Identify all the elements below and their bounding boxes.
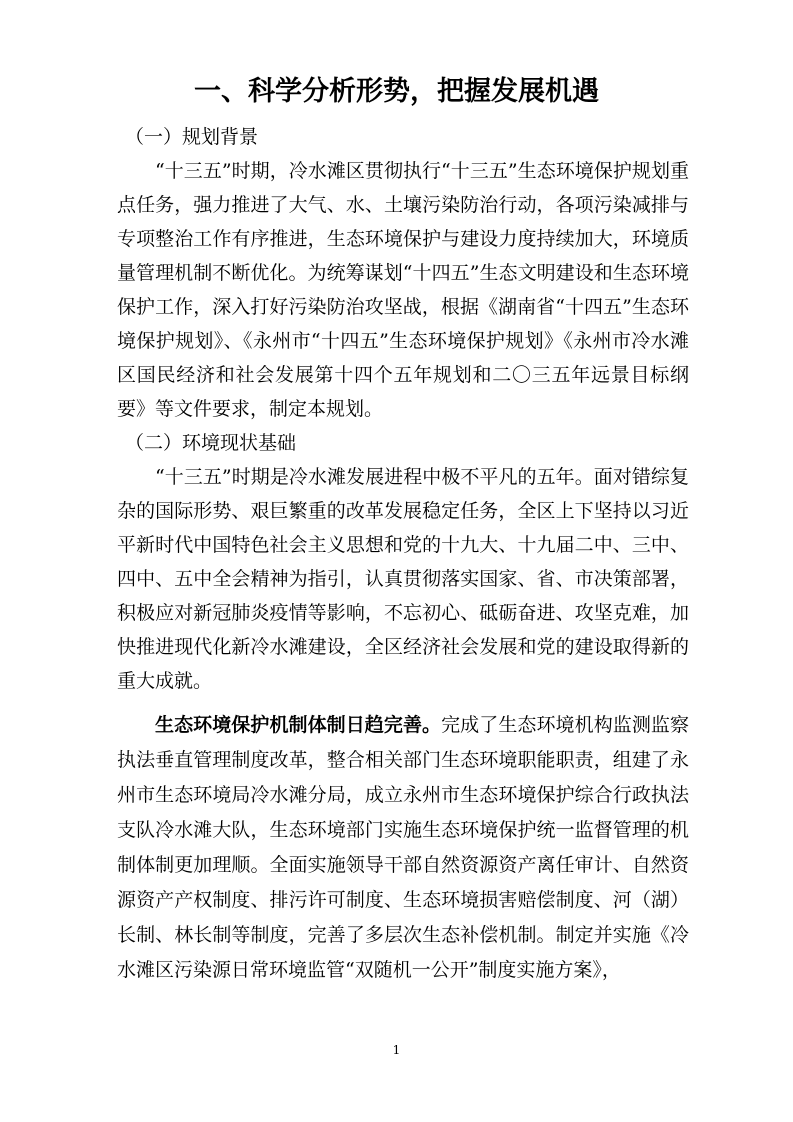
paragraph-background: “十三五”时期，冷水滩区贯彻执行“十三五”生态环境保护规划重点任务，强力推进了大气、水、土壤污染防治行动，各项污染减排与专项整治工作有序推进，生态环境保护与建设力度持续加大，环境质量管理机制不断优化。为统筹谋划“十四五”生态文明建设和生态环境保护工作，深入打好污染防治攻坚战，根据《湖南省“十四五”生态环境保护规划》、《永州市“十四五”生态环境保护规划》《永州市冷水滩区国民经济和社会发展第十四个五年规划和二〇三五年远景目标纲要》等文件要求，制定本规划。 — [117, 160, 689, 420]
paragraph-environment-status: “十三五”时期是冷水滩发展进程中极不平凡的五年。面对错综复杂的国际形势、艰巨繁重的改革发展稳定任务，全区上下坚持以习近平新时代中国特色社会主义思想和党的十九大、十九届二中、三中、四中、五中全会精神为指引，认真贯彻落实国家、省、市决策部署，积极应对新冠肺炎疫情等影响，不忘初心、砥砺奋进、攻坚克难，加快推进现代化新冷水滩建设，全区经济社会发展和党的建设取得新的重大成就。 — [117, 466, 689, 692]
document-body — [117, 120, 689, 988]
page-number: 1 — [392, 1043, 401, 1057]
paragraph-lead-bold: 生态环境保护机制体制日趋完善。 — [155, 714, 442, 736]
paragraph-mechanism-text: 完成了生态环境机构监测监察执法垂直管理制度改革，整合相关部门生态环境职能职责，组建了永州市生态环境局冷水滩分局，成立永州市生态环境保护综合行政执法支队冷水滩大队，生态环境部门实施生态环境保护统一监督管理的机制体制更加理顺。全面实施领导干部自然资源资产离任审计、自然资源资产产权制度、排污许可制度、生态环境损害赔偿制度、河（湖）长制、林长制等制度，完善了多层次生态补偿机制。制定并实施《冷水滩区污染源日常环境监管“双随机一公开”制度实施方案》， — [117, 714, 689, 981]
section-heading-background: （一）规划背景 — [125, 126, 259, 148]
section-heading-environment-status: （二）环境现状基础 — [125, 432, 297, 454]
page-title: 一、科学分析形势，把握发展机遇 — [194, 76, 599, 107]
paragraph-mechanism — [117, 708, 689, 988]
